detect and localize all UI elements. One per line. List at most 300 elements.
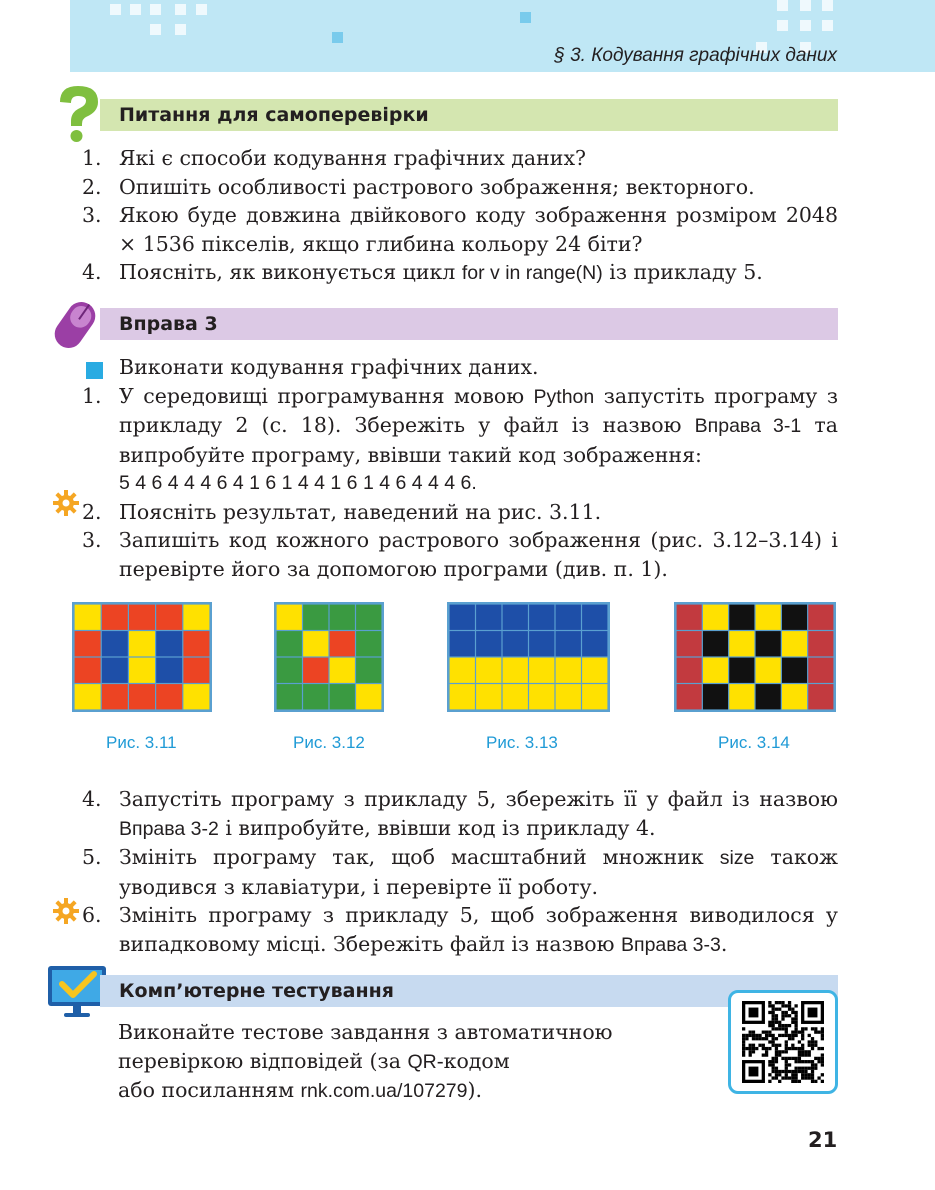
qr-code-frame[interactable] (728, 990, 838, 1094)
qr-module (798, 1053, 801, 1056)
qr-module (791, 1070, 794, 1073)
pixel-cell (703, 605, 728, 630)
qr-module (788, 1014, 791, 1017)
qr-module (791, 1044, 794, 1047)
qr-module (798, 1060, 801, 1063)
qr-module (775, 1044, 778, 1047)
qr-module (772, 1063, 775, 1066)
qr-module (765, 1037, 768, 1040)
qr-module (749, 1047, 752, 1050)
qr-module (801, 1034, 804, 1037)
item-text: У середовищі програмування мовою (119, 383, 534, 408)
pixel-grid (72, 602, 212, 712)
qr-module (791, 1021, 794, 1024)
qr-module (762, 1044, 765, 1047)
pixel-cell (756, 631, 781, 656)
item-number: 1. (82, 383, 102, 408)
qr-module (804, 1060, 807, 1063)
pixel-cell (782, 658, 807, 683)
pixel-cell (782, 631, 807, 656)
pixel-cell (756, 684, 781, 709)
list-item (82, 498, 838, 527)
qr-module (817, 1076, 820, 1079)
qr-module (778, 1050, 781, 1053)
pixel-cell (75, 605, 101, 630)
qr-module (821, 1031, 824, 1034)
item-text: Запустіть програму з прикладу 5, збережіть її у файл із назвою (119, 787, 838, 811)
testing-text-part: перевіркою відповідей (за (118, 1048, 408, 1073)
pixel-cell (102, 658, 128, 683)
pixel-cell (503, 684, 528, 709)
qr-module (765, 1050, 768, 1053)
qr-module (749, 1034, 752, 1037)
decor-square (800, 0, 811, 11)
qr-module (794, 1076, 797, 1079)
qr-module (794, 1047, 797, 1050)
qr-module (814, 1057, 817, 1060)
qr-module (801, 1031, 804, 1034)
qr-module (814, 1040, 817, 1043)
exercise-heading: Вправа 3 (100, 308, 838, 340)
exercise-list-b (82, 785, 838, 959)
qr-module (798, 1080, 801, 1083)
qr-module (794, 1070, 797, 1073)
qr-module (778, 1001, 781, 1004)
qr-module (808, 1073, 811, 1076)
decor-square (110, 4, 121, 15)
qr-module (804, 1073, 807, 1076)
pixel-cell (129, 631, 155, 656)
qr-module (781, 1050, 784, 1053)
page-number: 21 (808, 1128, 838, 1152)
qr-module (785, 1067, 788, 1070)
qr-module (775, 1073, 778, 1076)
qr-module (794, 1073, 797, 1076)
pixel-cell (303, 658, 328, 683)
qr-module (768, 1034, 771, 1037)
pixel-grid (674, 602, 836, 712)
qr-module (794, 1031, 797, 1034)
decor-square (520, 12, 531, 23)
qr-module (778, 1070, 781, 1073)
question-mark-icon (54, 84, 102, 144)
qr-module (788, 1076, 791, 1079)
pixel-cell (782, 684, 807, 709)
qr-module (791, 1076, 794, 1079)
qr-module (811, 1063, 814, 1066)
pixel-cell (556, 658, 581, 683)
pixel-cell (677, 631, 702, 656)
pixel-cell (703, 631, 728, 656)
qr-module (794, 1057, 797, 1060)
testing-text-part: -кодом (436, 1048, 510, 1073)
qr-module (791, 1057, 794, 1060)
qr-module (785, 1050, 788, 1053)
qr-module (755, 1047, 758, 1050)
qr-module (785, 1040, 788, 1043)
qr-module (791, 1031, 794, 1034)
item-text: і випробуйте, ввівши код із прикладу 4. (218, 815, 656, 840)
pixel-cell (529, 631, 554, 656)
qr-module (821, 1034, 824, 1037)
qr-module (814, 1067, 817, 1070)
list-item (82, 382, 838, 498)
qr-module (794, 1014, 797, 1017)
item-text: Якою буде довжина двійкового коду зображення розміром 2048 × 1536 пікселів, якщо глибина кольору 24 біти? (119, 203, 838, 256)
qr-module (778, 1008, 781, 1011)
qr-module (775, 1008, 778, 1011)
qr-module (768, 1011, 771, 1014)
qr-module (772, 1024, 775, 1027)
pixel-cell (183, 631, 209, 656)
qr-module (742, 1053, 745, 1056)
pixel-cell (556, 684, 581, 709)
qr-module (772, 1017, 775, 1020)
list-item (82, 144, 838, 173)
qr-module (785, 1031, 788, 1034)
qr-module (794, 1067, 797, 1070)
pixel-cell (450, 684, 475, 709)
qr-module (772, 1040, 775, 1043)
pixel-cell (102, 605, 128, 630)
qr-module (775, 1057, 778, 1060)
qr-module (765, 1053, 768, 1056)
item-text: із прикладу 5. (602, 260, 763, 284)
qr-module (801, 1037, 804, 1040)
qr-module (791, 1011, 794, 1014)
qr-module (794, 1011, 797, 1014)
qr-module (768, 1060, 771, 1063)
qr-module (752, 1044, 755, 1047)
list-item (82, 901, 838, 959)
pixel-cell (75, 658, 101, 683)
qr-module (768, 1024, 771, 1027)
pixel-cell (503, 631, 528, 656)
qr-module (772, 1011, 775, 1014)
item-text: Змініть програму з прикладу 5, щоб зображення виводилося у випадковому місці. Збережіть файл із назвою (119, 903, 838, 956)
pixel-cell (582, 658, 607, 683)
testing-line (118, 1076, 708, 1106)
language-name: Python (533, 385, 595, 408)
item-text: Поясніть, як виконується цикл (119, 260, 462, 284)
gear-icon (53, 490, 79, 516)
qr-module (785, 1027, 788, 1030)
item-text: Запишіть код кожного растрового зображення (рис. 3.12–3.14) і перевірте його за допомогою програми (див. п. 1). (119, 528, 838, 581)
pixel-cell (529, 605, 554, 630)
qr-module (801, 1047, 804, 1050)
qr-module (808, 1076, 811, 1079)
qr-module (817, 1047, 820, 1050)
decor-square (822, 0, 833, 11)
pixel-cell (156, 605, 182, 630)
qr-module (772, 1076, 775, 1079)
qr-module (804, 1067, 807, 1070)
pixel-cell (356, 658, 381, 683)
item-text: Змініть програму так, щоб масштабний множник (119, 845, 720, 869)
qr-module (775, 1070, 778, 1073)
qr-module (778, 1053, 781, 1056)
qr-finder (749, 1008, 759, 1018)
qr-module (745, 1034, 748, 1037)
pixel-cell (756, 658, 781, 683)
qr-module (778, 1034, 781, 1037)
qr-module (811, 1070, 814, 1073)
qr-module (791, 1047, 794, 1050)
qr-module (775, 1047, 778, 1050)
qr-module (821, 1047, 824, 1050)
qr-module (811, 1037, 814, 1040)
qr-module (788, 1063, 791, 1066)
qr-module (804, 1050, 807, 1053)
qr-module (781, 1001, 784, 1004)
qr-module (742, 1050, 745, 1053)
pixel-cell (677, 658, 702, 683)
qr-module (768, 1021, 771, 1024)
qr-module (752, 1034, 755, 1037)
self-check-heading: Питання для самоперевірки (100, 99, 838, 131)
qr-module (798, 1057, 801, 1060)
qr-module (791, 1080, 794, 1083)
qr-module (781, 1004, 784, 1007)
decor-square (777, 20, 788, 31)
figure-3-14 (674, 602, 836, 716)
qr-module (772, 1008, 775, 1011)
qr-module (768, 1047, 771, 1050)
pixel-cell (729, 605, 754, 630)
pixel-cell (503, 605, 528, 630)
qr-module (788, 1024, 791, 1027)
item-number: 2. (82, 499, 102, 524)
pixel-cell (703, 684, 728, 709)
qr-module (742, 1047, 745, 1050)
pixel-cell (303, 631, 328, 656)
qr-code[interactable] (742, 1001, 824, 1083)
decor-square (130, 4, 141, 15)
qr-module (785, 1070, 788, 1073)
pixel-cell (476, 631, 501, 656)
qr-module (804, 1070, 807, 1073)
item-number: 5. (82, 845, 102, 869)
qr-module (798, 1067, 801, 1070)
item-text: . (720, 931, 728, 956)
testing-line (118, 1047, 708, 1077)
image-code: 5 4 6 4 4 4 6 4 1 6 1 4 4 1 6 1 4 6 4 4 4 6. (119, 472, 477, 494)
qr-module (794, 1060, 797, 1063)
qr-module (798, 1040, 801, 1043)
qr-module (801, 1044, 804, 1047)
qr-module (808, 1060, 811, 1063)
qr-module (788, 1057, 791, 1060)
qr-module (772, 1014, 775, 1017)
qr-module (794, 1017, 797, 1020)
qr-module (781, 1057, 784, 1060)
qr-module (811, 1047, 814, 1050)
qr-module (814, 1031, 817, 1034)
qr-module (768, 1040, 771, 1043)
qr-module (785, 1014, 788, 1017)
qr-module (749, 1053, 752, 1056)
test-link[interactable]: rnk.com.ua/107279 (300, 1080, 468, 1102)
qr-module (791, 1008, 794, 1011)
pixel-cell (277, 658, 302, 683)
item-text: Поясніть результат, наведений на рис. 3.11. (119, 499, 602, 524)
qr-module (791, 1073, 794, 1076)
pixel-cell (808, 658, 833, 683)
pixel-cell (156, 631, 182, 656)
qr-module (775, 1053, 778, 1056)
list-item (82, 843, 838, 901)
qr-module (794, 1027, 797, 1030)
pixel-cell (129, 658, 155, 683)
qr-module (808, 1034, 811, 1037)
qr-module (801, 1053, 804, 1056)
qr-module (772, 1004, 775, 1007)
qr-module (772, 1044, 775, 1047)
pixel-cell (277, 605, 302, 630)
pixel-cell (303, 684, 328, 709)
item-text: запустіть програму з прикладу 2 (с. 18). Збережіть у файл із назвою (119, 383, 839, 437)
exercise-list-a (82, 353, 838, 583)
file-name: Вправа 3-1 (694, 415, 802, 437)
pixel-cell (356, 684, 381, 709)
qr-finder (808, 1008, 818, 1018)
pixel-cell (529, 684, 554, 709)
qr-module (742, 1034, 745, 1037)
decor-square (822, 20, 833, 31)
qr-module (817, 1031, 820, 1034)
qr-module (801, 1060, 804, 1063)
pixel-cell (277, 631, 302, 656)
qr-module (775, 1037, 778, 1040)
pixel-cell (183, 605, 209, 630)
qr-module (808, 1067, 811, 1070)
qr-module (788, 1008, 791, 1011)
pixel-cell (556, 631, 581, 656)
qr-module (749, 1031, 752, 1034)
qr-module (811, 1027, 814, 1030)
qr-module (788, 1034, 791, 1037)
qr-module (801, 1067, 804, 1070)
qr-module (821, 1073, 824, 1076)
qr-module (821, 1037, 824, 1040)
pixel-cell (582, 684, 607, 709)
qr-module (772, 1027, 775, 1030)
qr-module (772, 1067, 775, 1070)
qr-word: QR (407, 1050, 437, 1073)
pixel-cell (356, 605, 381, 630)
qr-module (755, 1034, 758, 1037)
qr-module (804, 1053, 807, 1056)
qr-module (778, 1044, 781, 1047)
pixel-cell (529, 658, 554, 683)
item-number: 3. (82, 528, 102, 552)
qr-module (745, 1037, 748, 1040)
qr-module (781, 1017, 784, 1020)
qr-module (785, 1073, 788, 1076)
code-snippet: size (719, 847, 755, 869)
pixel-cell (129, 684, 155, 709)
qr-module (755, 1037, 758, 1040)
pixel-cell (476, 605, 501, 630)
mouse-icon (46, 296, 104, 354)
qr-module (768, 1031, 771, 1034)
qr-module (775, 1067, 778, 1070)
qr-module (775, 1021, 778, 1024)
qr-module (742, 1044, 745, 1047)
pixel-cell (808, 684, 833, 709)
qr-module (817, 1057, 820, 1060)
qr-module (814, 1080, 817, 1083)
list-item (82, 526, 838, 583)
pixel-cell (129, 605, 155, 630)
qr-module (781, 1076, 784, 1079)
file-name: Вправа 3-2 (119, 817, 219, 840)
figure-3-12 (274, 602, 384, 716)
exercise-intro: Виконати кодування графічних даних. (119, 355, 539, 379)
qr-module (772, 1021, 775, 1024)
pixel-cell (729, 658, 754, 683)
qr-module (785, 1047, 788, 1050)
qr-module (821, 1060, 824, 1063)
qr-module (772, 1034, 775, 1037)
decor-square (777, 0, 788, 11)
qr-module (758, 1034, 761, 1037)
qr-module (821, 1080, 824, 1083)
qr-module (775, 1076, 778, 1079)
qr-module (814, 1044, 817, 1047)
decor-square (196, 4, 207, 15)
testing-line: Виконайте тестове завдання з автоматичною (118, 1020, 613, 1044)
pixel-cell (782, 605, 807, 630)
list-item (82, 353, 838, 382)
item-number: 4. (82, 260, 102, 284)
qr-module (808, 1044, 811, 1047)
item-number: 2. (82, 174, 102, 199)
list-item (82, 201, 838, 258)
item-number: 3. (82, 203, 102, 227)
qr-module (781, 1011, 784, 1014)
pixel-cell (450, 605, 475, 630)
pixel-cell (729, 684, 754, 709)
qr-module (821, 1027, 824, 1030)
qr-module (785, 1057, 788, 1060)
pixel-cell (476, 658, 501, 683)
qr-module (811, 1076, 814, 1079)
qr-module (772, 1070, 775, 1073)
qr-module (785, 1044, 788, 1047)
qr-module (808, 1040, 811, 1043)
qr-module (798, 1031, 801, 1034)
qr-module (752, 1050, 755, 1053)
pixel-cell (677, 684, 702, 709)
qr-module (811, 1067, 814, 1070)
decor-square (150, 4, 161, 15)
qr-module (781, 1024, 784, 1027)
qr-module (785, 1076, 788, 1079)
qr-module (788, 1047, 791, 1050)
qr-module (804, 1027, 807, 1030)
qr-module (811, 1060, 814, 1063)
item-text: також уводився з клавіатури, і перевірте її роботу. (119, 845, 838, 899)
qr-module (798, 1047, 801, 1050)
testing-text (118, 1018, 708, 1106)
qr-module (801, 1027, 804, 1030)
pixel-cell (330, 684, 355, 709)
qr-module (775, 1014, 778, 1017)
pixel-cell (102, 684, 128, 709)
qr-module (791, 1034, 794, 1037)
qr-module (801, 1073, 804, 1076)
